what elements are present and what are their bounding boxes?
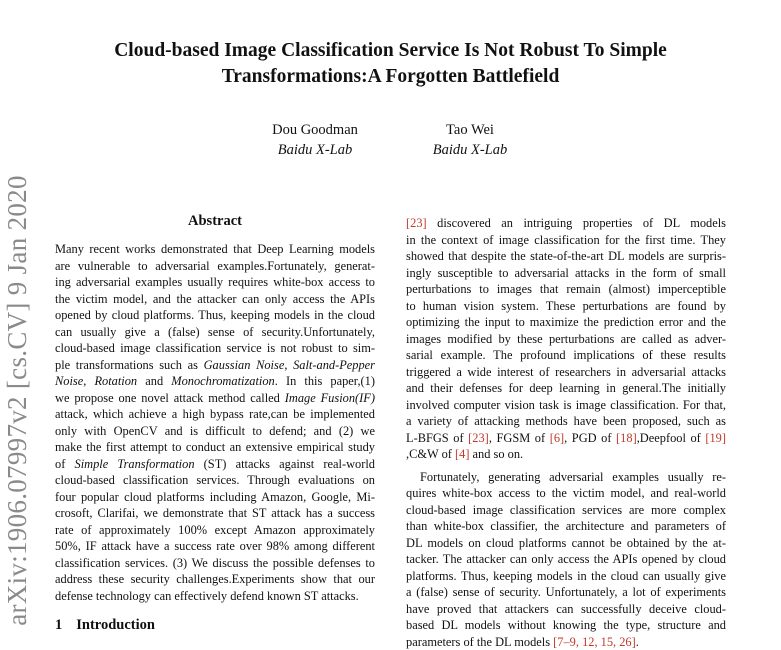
author-block-1	[255, 120, 375, 160]
body-line: quires white-box access to the victim model, and real-world	[406, 485, 726, 502]
abstract-line: make the first attempt to conduct an extensive empirical study	[55, 439, 375, 456]
body-line: involved computer vision task is image classification. For that,	[406, 397, 726, 414]
body-line: platforms. Thus, keeping models in the cloud can usually give	[406, 568, 726, 585]
abstract-body	[55, 241, 375, 604]
introduction-body	[406, 215, 726, 650]
abstract-line: Many recent works demonstrated that Deep Learning models	[55, 241, 375, 258]
italic-term: Salt-and-Pepper	[293, 358, 375, 372]
author-block-2	[410, 120, 530, 160]
text-run: (ST) attacks against real-world	[195, 457, 375, 471]
italic-term: Simple Transformation	[75, 457, 195, 471]
abstract-line	[55, 456, 375, 473]
abstract-line: only with OpenCV and is difficult to defend; and (2) we	[55, 423, 375, 440]
abstract-line: the victim model, and the attacker can only access the APIs	[55, 291, 375, 308]
italic-term: Rotation	[94, 374, 137, 388]
author-name: Tao Wei	[410, 120, 530, 140]
body-line: showed that despite the state-of-the-art DL models are surpris-	[406, 248, 726, 265]
abstract-heading: Abstract	[55, 213, 375, 230]
citation-link[interactable]: [23]	[468, 431, 489, 445]
citation-link[interactable]: [6]	[550, 431, 564, 445]
citation-link[interactable]: [23]	[406, 216, 427, 230]
author-affiliation: Baidu X-Lab	[255, 140, 375, 160]
body-line: triggered a wide interest of researchers in adversarial attacks	[406, 364, 726, 381]
text-run: we propose one novel attack method called	[55, 391, 285, 405]
author-name: Dou Goodman	[255, 120, 375, 140]
abstract-line: attack, which achieve a high bypass rate,can be implemented	[55, 406, 375, 423]
author-affiliation: Baidu X-Lab	[410, 140, 530, 160]
abstract-line: classification services. (3) We discuss the possible defenses to	[55, 555, 375, 572]
body-line: based DL models without knowing the type, structure and	[406, 617, 726, 634]
abstract-line: four popular cloud platforms including Amazon, Google, Mi-	[55, 489, 375, 506]
body-line: a variety of attacking methods have been proposed, such as	[406, 413, 726, 430]
abstract-line: crosoft, Clarifai, we demonstrate that ST attack has a success	[55, 505, 375, 522]
arxiv-identifier-stamp	[2, 170, 32, 630]
citation-link[interactable]: [19]	[705, 431, 726, 445]
body-line: than white-box classifier, the architecture and parameters of	[406, 518, 726, 535]
text-run: of	[55, 457, 75, 471]
body-line: in the context of image classification for the first time. They	[406, 232, 726, 249]
abstract-line: are vulnerable to adversarial examples.Fortunately, generat-	[55, 258, 375, 275]
body-line: to human vision system. These perturbations are found by	[406, 298, 726, 315]
abstract-line: can usually give a (false) sense of security.Unfortunately,	[55, 324, 375, 341]
body-line: ingly susceptible to adversarial attacks in the form of small	[406, 265, 726, 282]
body-line	[406, 215, 726, 232]
text-run: and	[137, 374, 171, 388]
text-run: ple transformations such as	[55, 358, 204, 372]
body-line: DL models on cloud platforms cannot be obtained by the at-	[406, 535, 726, 552]
text-run: ,C&W of	[406, 447, 455, 461]
text-run: , FGSM of	[489, 431, 550, 445]
abstract-line: defense technology can effectively defend known ST attacks.	[55, 588, 375, 605]
section-number: 1	[55, 617, 62, 633]
abstract-line: opened by cloud platforms. Thus, keeping models in the cloud	[55, 307, 375, 324]
text-run: . In this paper,(1)	[275, 374, 375, 388]
abstract-line: 50%, IF attack have a success rate over 98% among different	[55, 538, 375, 555]
abstract-line: ing adversarial examples usually requires white-box access to	[55, 274, 375, 291]
body-line: sarial example. The profound implications of these results	[406, 347, 726, 364]
body-line: tacker. The attacker can only access the APIs opened by cloud	[406, 551, 726, 568]
text-run: L-BFGS of	[406, 431, 468, 445]
italic-term: Noise	[55, 374, 83, 388]
body-line: and their defenses for deep learning in general.The initially	[406, 380, 726, 397]
italic-term: Gaussian Noise	[204, 358, 285, 372]
text-run: and so on.	[469, 447, 523, 461]
text-run: ,	[284, 358, 293, 372]
paper-title	[60, 38, 721, 90]
italic-term: Monochromatization	[171, 374, 274, 388]
abstract-line: rate of approximately 100% except Amazon approximately	[55, 522, 375, 539]
italic-term: Image Fusion(IF)	[285, 391, 375, 405]
text-run: ,Deepfool of	[637, 431, 706, 445]
body-line: perturbations to images that remain (almost) imperceptible	[406, 281, 726, 298]
body-line: Fortunately, generating adversarial examples usually re-	[406, 469, 726, 486]
body-line: cloud-based image classification services are more complex	[406, 502, 726, 519]
text-run: discovered an intriguing properties of DL models	[427, 216, 726, 230]
abstract-line	[55, 373, 375, 390]
text-run: .	[636, 635, 639, 649]
abstract-line: cloud-based image classification service is not robust to sim-	[55, 340, 375, 357]
title-line-1: Cloud-based Image Classification Service Is Not Robust To Simple	[60, 38, 721, 64]
body-line: images modified by these perturbations are called as adver-	[406, 331, 726, 348]
title-line-2: Transformations:A Forgotten Battlefield	[60, 64, 721, 90]
body-line	[406, 634, 726, 650]
citation-link[interactable]: [18]	[616, 431, 637, 445]
citation-link[interactable]: [7–9, 12, 15, 26]	[553, 635, 636, 649]
body-line: a (false) sense of security. Unfortunately, a lot of experiments	[406, 584, 726, 601]
section-heading-introduction	[55, 617, 155, 634]
abstract-line: address these security challenges.Experiments show that our	[55, 571, 375, 588]
text-run: , PGD of	[564, 431, 616, 445]
text-run: parameters of the DL models	[406, 635, 553, 649]
abstract-line: cloud-based classification services. Through evaluations on	[55, 472, 375, 489]
arxiv-stamp-text: arXiv:1906.07997v2 [cs.CV] 9 Jan 2020	[2, 175, 33, 626]
body-line: optimizing the input to maximize the prediction error and the	[406, 314, 726, 331]
abstract-line	[55, 390, 375, 407]
body-line: have proved that attackers can successfully deceive cloud-	[406, 601, 726, 618]
text-run: ,	[83, 374, 94, 388]
body-line	[406, 430, 726, 447]
body-line	[406, 446, 726, 463]
citation-link[interactable]: [4]	[455, 447, 469, 461]
abstract-line	[55, 357, 375, 374]
section-title: Introduction	[76, 617, 155, 633]
